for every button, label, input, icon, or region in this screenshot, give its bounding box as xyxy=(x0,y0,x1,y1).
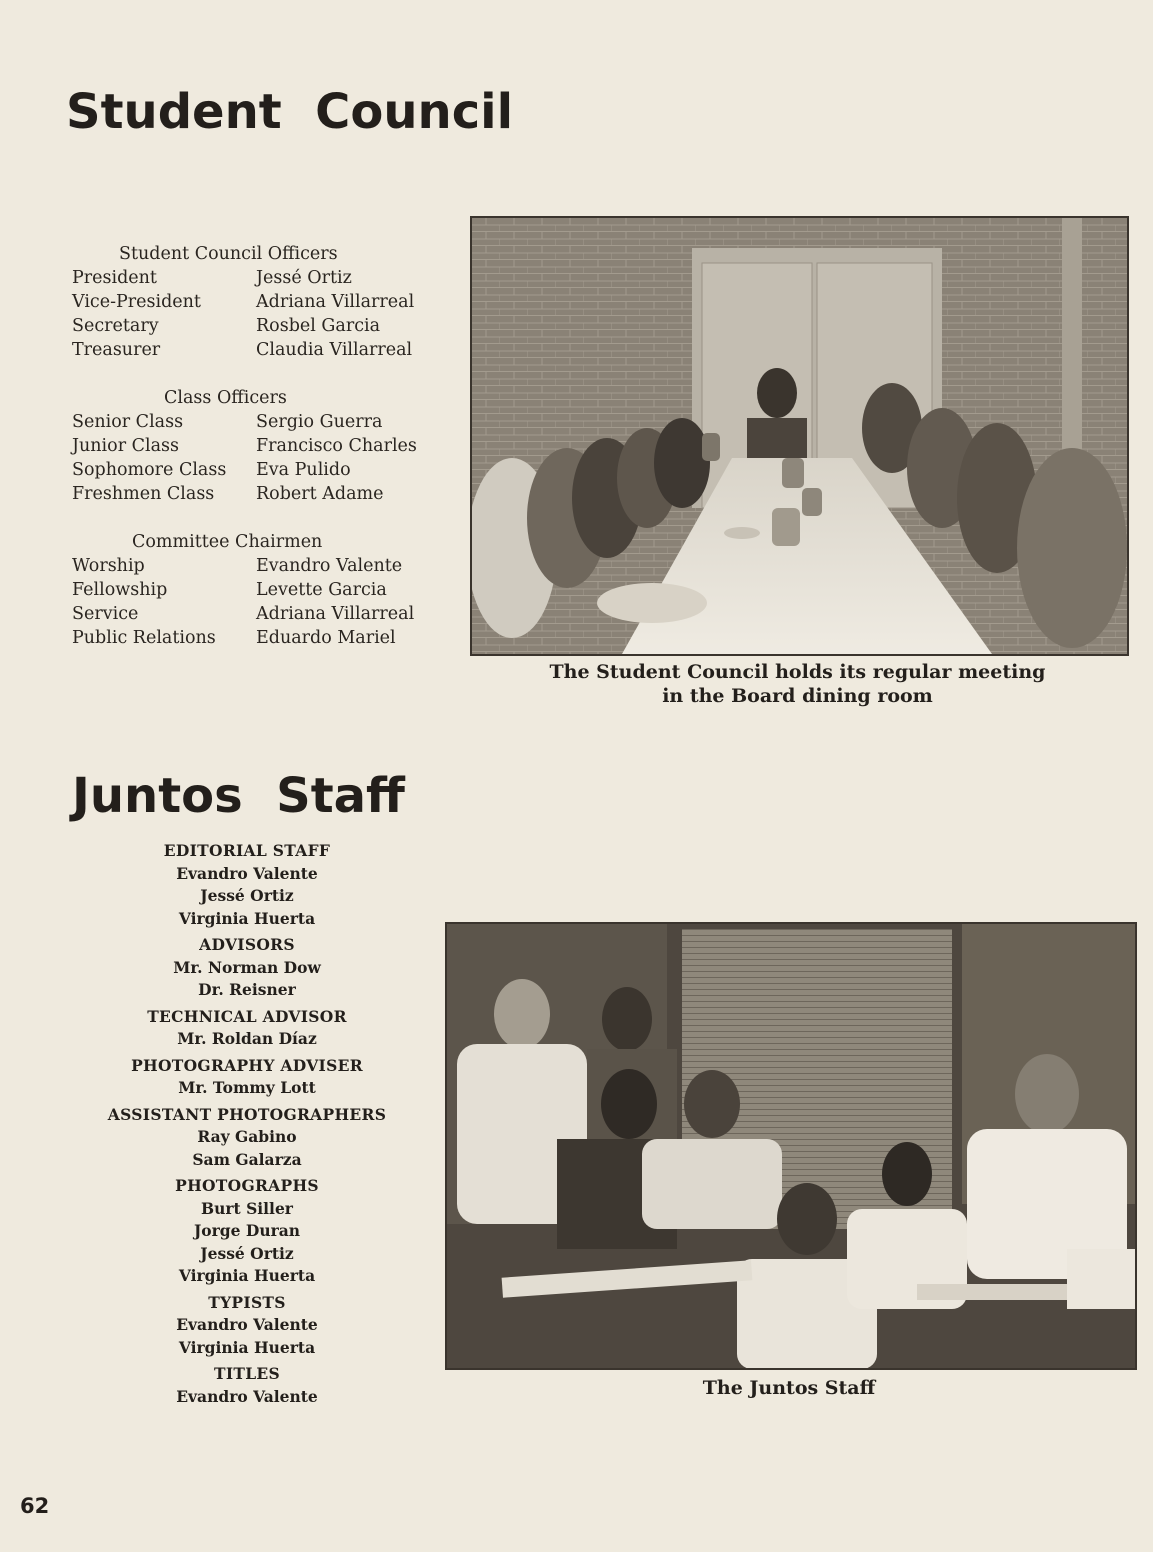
staff-heading: PHOTOGRAPHY ADVISER xyxy=(131,1055,363,1075)
student-council-roster xyxy=(72,244,472,664)
roster-row xyxy=(72,484,472,508)
meeting-photo-image xyxy=(472,218,1127,654)
staff-name: Mr. Tommy Lott xyxy=(178,1078,316,1097)
officers-heading: Student Council Officers xyxy=(119,244,338,264)
staff-group xyxy=(92,934,402,1002)
roster-name: Eva Pulido xyxy=(256,460,351,480)
staff-group xyxy=(92,1104,402,1172)
roster-name: Robert Adame xyxy=(256,484,384,504)
roster-role: Treasurer xyxy=(72,340,161,360)
page-number: 62 xyxy=(20,1494,50,1518)
staff-name: Virginia Huerta xyxy=(178,908,316,928)
roster-name: Adriana Villarreal xyxy=(256,292,415,312)
staff-name: Evandro Valente xyxy=(176,1315,318,1334)
staff-name: Jessé Ortiz xyxy=(200,1243,294,1263)
student-council-caption xyxy=(470,660,1125,708)
roster-name: Sergio Guerra xyxy=(256,412,383,432)
roster-row xyxy=(72,292,472,316)
committee-chairmen-heading: Committee Chairmen xyxy=(132,532,323,552)
roster-name: Jessé Ortiz xyxy=(256,268,352,288)
staff-group xyxy=(92,1006,402,1051)
roster-role: Senior Class xyxy=(72,412,184,432)
roster-row xyxy=(72,460,472,484)
staff-name: Evandro Valente xyxy=(176,863,318,883)
roster-role: Public Relations xyxy=(72,628,216,648)
student-council-photo xyxy=(470,216,1129,656)
staff-name: Jorge Duran xyxy=(193,1221,301,1240)
staff-name: Burt Siller xyxy=(201,1198,293,1218)
staff-name: Dr. Reisner xyxy=(198,980,296,999)
juntos-staff-caption: The Juntos Staff xyxy=(702,1377,876,1399)
staff-name: Virginia Huerta xyxy=(178,1266,316,1285)
staff-name: Evandro Valente xyxy=(176,1386,318,1406)
roster-name: Evandro Valente xyxy=(256,556,403,576)
roster-row xyxy=(72,556,472,580)
staff-heading: ADVISORS xyxy=(199,935,295,954)
staff-heading: TYPISTS xyxy=(208,1292,286,1312)
staff-heading: PHOTOGRAPHS xyxy=(175,1176,319,1195)
roster-role: Service xyxy=(72,604,139,624)
staff-heading: TITLES xyxy=(213,1364,281,1383)
staff-heading: ASSISTANT PHOTOGRAPHERS xyxy=(107,1104,387,1124)
staff-heading: EDITORIAL STAFF xyxy=(163,841,331,860)
roster-row xyxy=(72,580,472,604)
juntos-staff-list xyxy=(92,840,402,1412)
roster-role: Secretary xyxy=(72,316,159,336)
staff-group xyxy=(92,1175,402,1288)
roster-name: Rosbel Garcia xyxy=(256,316,381,336)
roster-name: Eduardo Mariel xyxy=(256,628,396,648)
staff-group xyxy=(92,1055,402,1100)
roster-role: Vice-President xyxy=(72,292,201,312)
staff-name: Ray Gabino xyxy=(197,1127,297,1146)
roster-role: President xyxy=(72,268,157,288)
roster-row xyxy=(72,316,472,340)
juntos-staff-title: Juntos Staff xyxy=(72,768,405,824)
staff-group xyxy=(92,1292,402,1360)
roster-name: Levette Garcia xyxy=(256,580,387,600)
staff-photo-image xyxy=(447,924,1135,1368)
roster-name: Claudia Villarreal xyxy=(256,340,413,360)
roster-role: Freshmen Class xyxy=(72,484,215,504)
roster-row xyxy=(72,628,472,652)
caption-line: in the Board dining room xyxy=(662,685,933,707)
roster-row xyxy=(72,412,472,436)
staff-group xyxy=(92,1363,402,1408)
roster-role: Sophomore Class xyxy=(72,460,227,480)
roster-row xyxy=(72,268,472,292)
staff-heading: TECHNICAL ADVISOR xyxy=(147,1006,347,1026)
roster-row xyxy=(72,604,472,628)
class-officers-heading: Class Officers xyxy=(164,388,287,408)
roster-name: Francisco Charles xyxy=(256,436,417,456)
roster-role: Fellowship xyxy=(72,580,168,600)
staff-name: Virginia Huerta xyxy=(178,1337,316,1357)
staff-group xyxy=(92,840,402,930)
student-council-title: Student Council xyxy=(66,84,514,140)
staff-name: Jessé Ortiz xyxy=(200,886,294,905)
juntos-staff-photo xyxy=(445,922,1137,1370)
roster-role: Worship xyxy=(72,556,145,576)
staff-name: Mr. Roldan Díaz xyxy=(177,1029,317,1048)
caption-line: The Student Council holds its regular meeting xyxy=(549,661,1046,683)
staff-name: Sam Galarza xyxy=(192,1149,302,1169)
roster-row xyxy=(72,340,472,364)
roster-row xyxy=(72,436,472,460)
staff-name: Mr. Norman Dow xyxy=(173,957,321,977)
roster-role: Junior Class xyxy=(72,436,179,456)
roster-name: Adriana Villarreal xyxy=(256,604,415,624)
